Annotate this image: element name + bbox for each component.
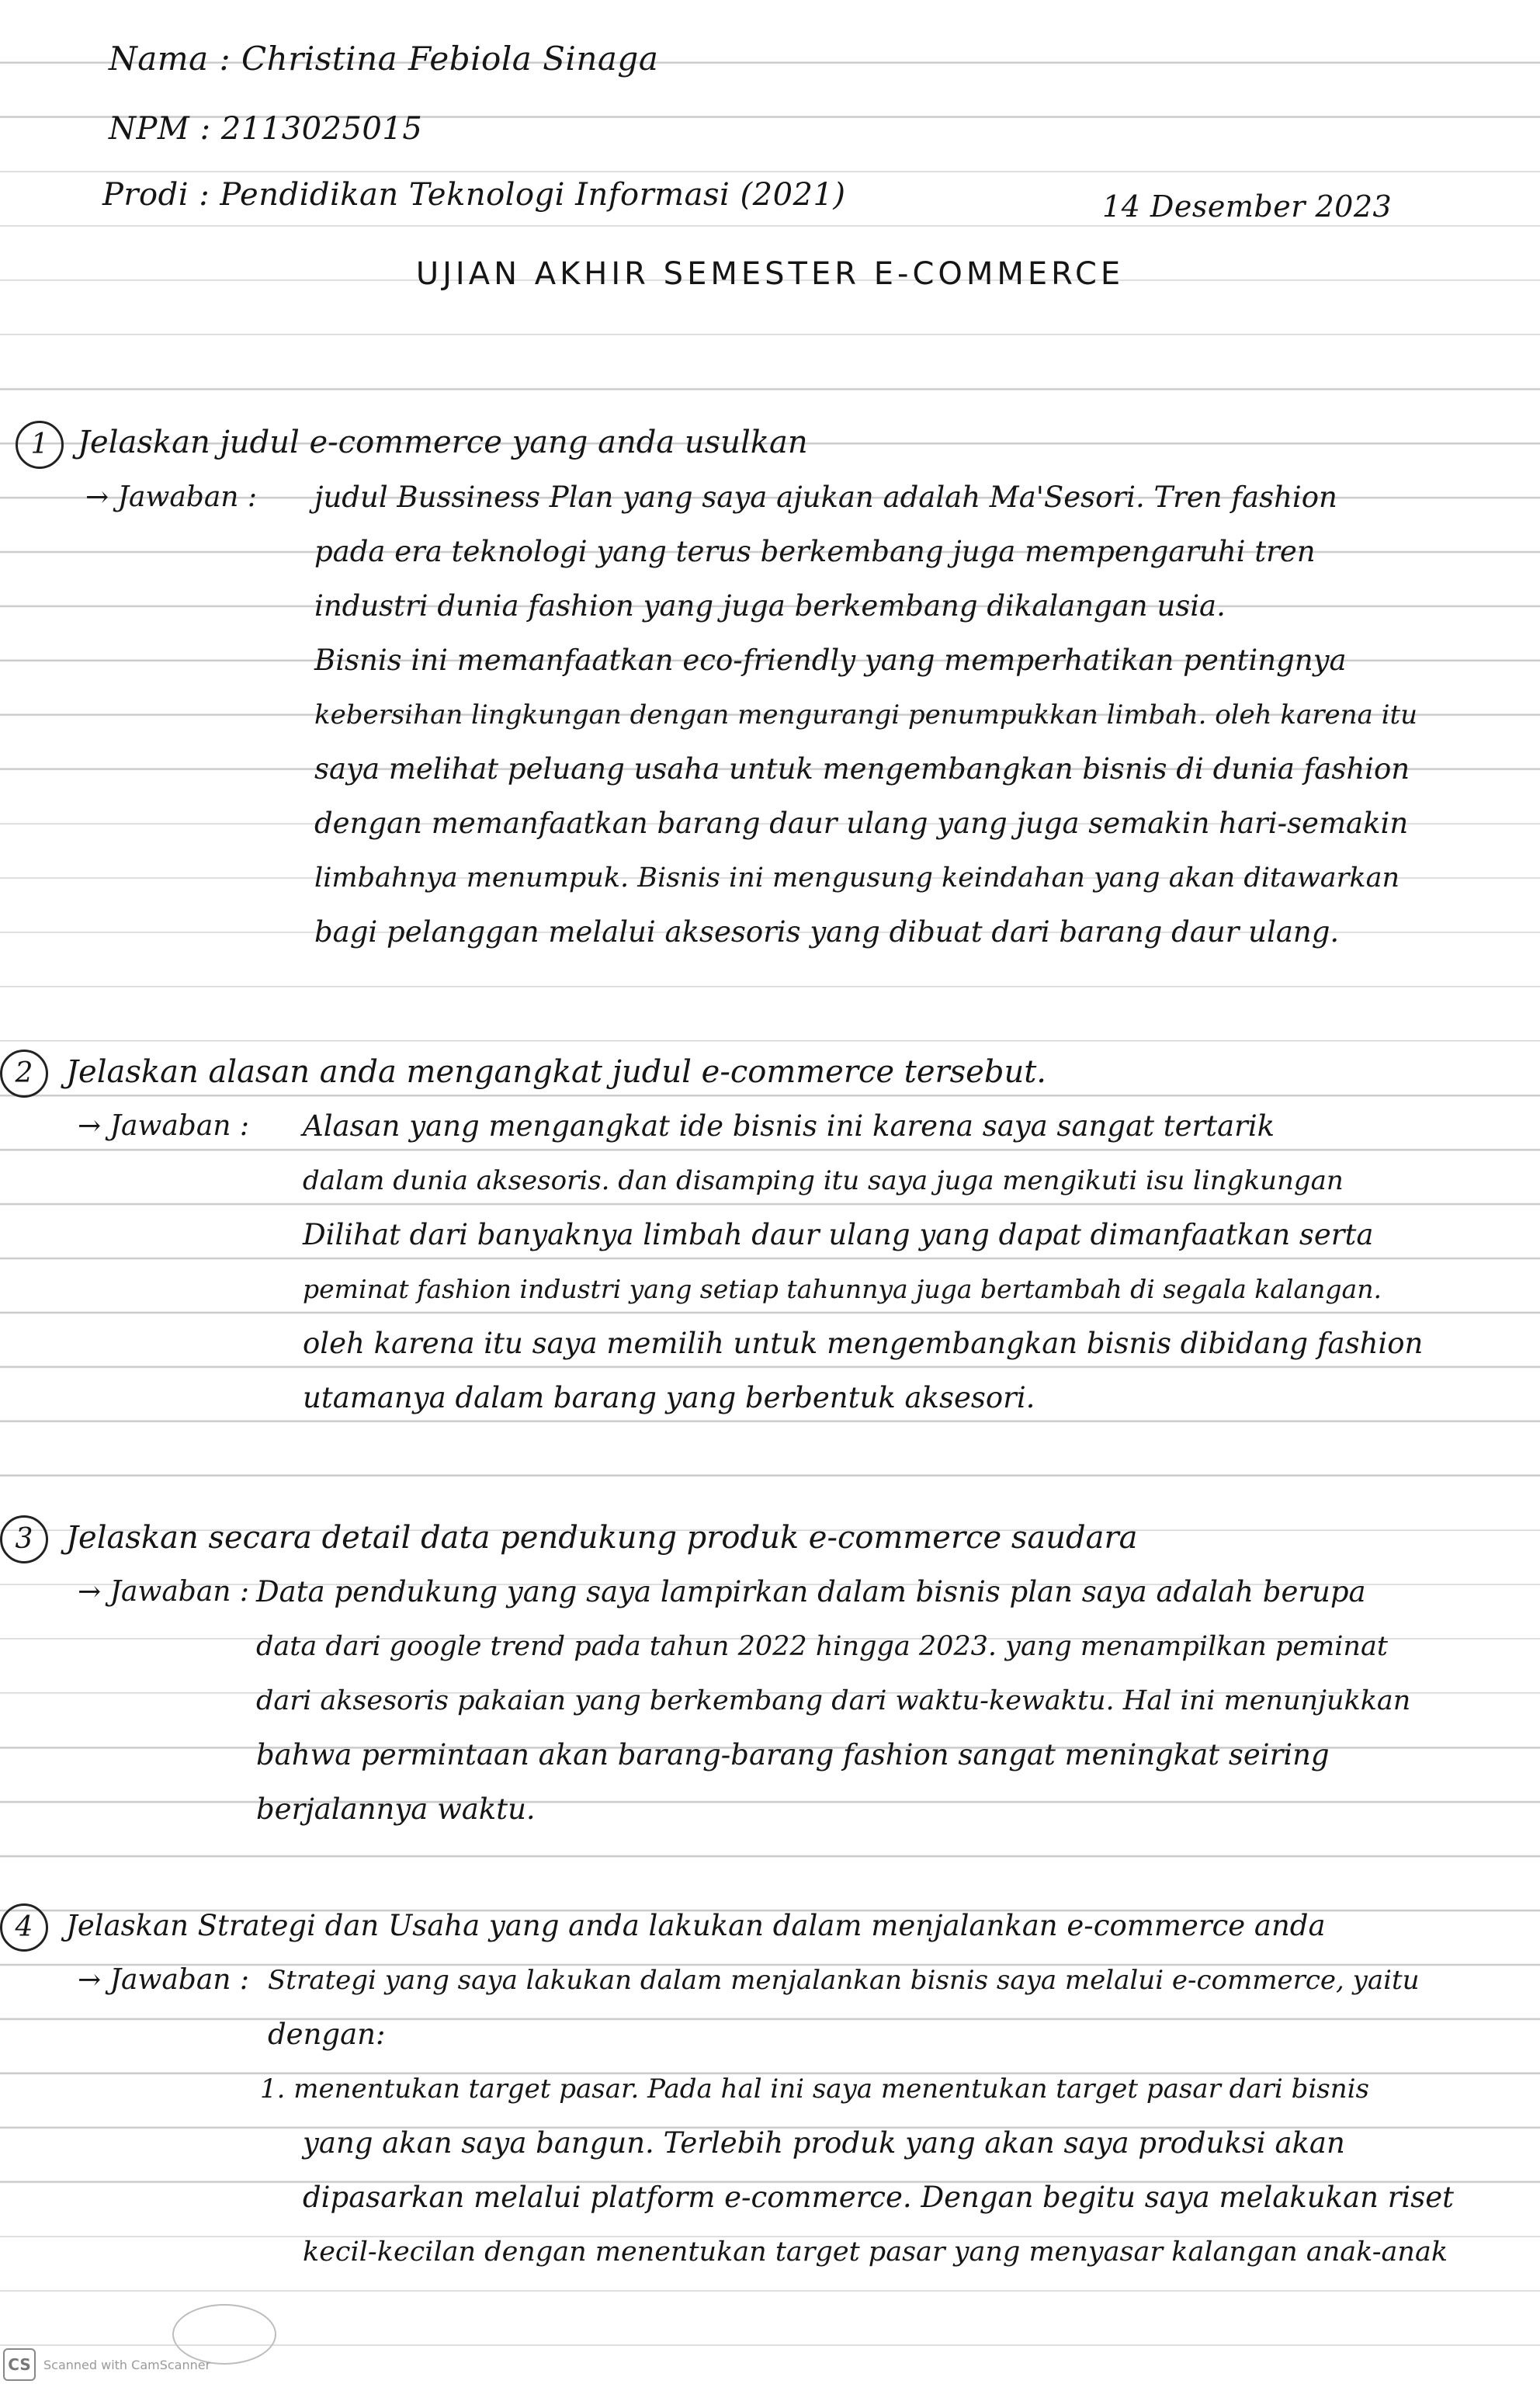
question-2-answer-label: → Jawaban : xyxy=(78,1110,250,1142)
camscanner-watermark xyxy=(3,2348,210,2381)
answer-3-line-3: dari aksesoris pakaian yang berkembang dari waktu-kewaktu. Hal ini menunjukkan xyxy=(256,1685,1411,1716)
answer-1-line-2: pada era teknologi yang terus berkembang juga mempengaruhi tren xyxy=(314,535,1316,568)
answer-4-line-3: 1. menentukan target pasar. Pada hal ini saya menentukan target pasar dari bisnis xyxy=(260,2073,1369,2105)
question-4-number: 4 xyxy=(0,1903,48,1952)
answer-3-line-4: bahwa permintaan akan barang-barang fashion sangat meningkat seiring xyxy=(256,1738,1330,1772)
answer-1-line-9: bagi pelanggan melalui aksesoris yang dibuat dari barang daur ulang. xyxy=(314,915,1340,949)
answer-4-line-1: Strategi yang saya lakukan dalam menjalankan bisnis saya melalui e-commerce, yaitu xyxy=(268,1965,1420,1996)
question-3-number: 3 xyxy=(0,1515,48,1563)
answer-2-line-2: dalam dunia aksesoris. dan disamping itu saya juga mengikuti isu lingkungan xyxy=(303,1165,1344,1196)
question-3-answer-label: → Jawaban : xyxy=(78,1576,250,1608)
answer-1-line-1: judul Bussiness Plan yang saya ajukan adalah Ma'Sesori. Tren fashion xyxy=(314,481,1337,514)
camscanner-text: Scanned with CamScanner xyxy=(43,2357,211,2372)
exam-title: UJIAN AKHIR SEMESTER E-COMMERCE xyxy=(415,256,1125,292)
answer-1-line-3: industri dunia fashion yang juga berkembang dikalangan usia. xyxy=(314,589,1226,623)
question-3-text: Jelaskan secara detail data pendukung produk e-commerce saudara xyxy=(66,1520,1138,1556)
question-1-number: 1 xyxy=(16,421,64,469)
question-1-text: Jelaskan judul e-commerce yang anda usulkan xyxy=(78,425,808,460)
question-1-answer-label: → Jawaban : xyxy=(85,481,258,513)
answer-3-line-5: berjalannya waktu. xyxy=(256,1792,536,1826)
answer-4-line-4: yang akan saya bangun. Terlebih produk yang akan saya produksi akan xyxy=(303,2126,1345,2160)
question-4-text: Jelaskan Strategi dan Usaha yang anda lakukan dalam menjalankan e-commerce anda xyxy=(66,1909,1326,1942)
answer-2-line-1: Alasan yang mengangkat ide bisnis ini karena saya sangat tertarik xyxy=(303,1109,1275,1143)
answer-2-line-6: utamanya dalam barang yang berbentuk aksesori. xyxy=(303,1381,1035,1414)
exam-date: 14 Desember 2023 xyxy=(1102,189,1393,224)
answer-4-line-2: dengan: xyxy=(268,2018,386,2051)
answer-3-line-1: Data pendukung yang saya lampirkan dalam bisnis plan saya adalah berupa xyxy=(256,1575,1366,1608)
question-2-number: 2 xyxy=(0,1050,48,1098)
answer-2-line-4: peminat fashion industri yang setiap tahunnya juga bertambah di segala kalangan. xyxy=(303,1274,1382,1304)
answer-2-line-3: Dilihat dari banyaknya limbah daur ulang yang dapat dimanfaatkan serta xyxy=(303,1218,1374,1251)
answer-4-line-5: dipasarkan melalui platform e-commerce. Dengan begitu saya melakukan riset xyxy=(303,2181,1454,2214)
question-2-text: Jelaskan alasan anda mengangkat judul e-commerce tersebut. xyxy=(66,1054,1046,1090)
study-program: Prodi : Pendidikan Teknologi Informasi (2021) xyxy=(102,177,846,213)
answer-1-line-8: limbahnya menumpuk. Bisnis ini mengusung keindahan yang akan ditawarkan xyxy=(314,862,1400,894)
answer-1-line-7: dengan memanfaatkan barang daur ulang yang juga semakin hari-semakin xyxy=(314,807,1409,840)
student-npm: NPM : 2113025015 xyxy=(109,111,423,147)
answer-1-line-6: saya melihat peluang usaha untuk mengembangkan bisnis di dunia fashion xyxy=(314,752,1410,786)
student-name: Nama : Christina Febiola Sinaga xyxy=(109,40,659,78)
question-4-answer-label: → Jawaban : xyxy=(78,1964,250,1996)
answer-1-line-4: Bisnis ini memanfaatkan eco-friendly yang memperhatikan pentingnya xyxy=(314,644,1347,677)
answer-2-line-5: oleh karena itu saya memilih untuk mengembangkan bisnis dibidang fashion xyxy=(303,1327,1424,1360)
camscanner-logo-icon: CS xyxy=(3,2348,36,2381)
answer-1-line-5: kebersihan lingkungan dengan mengurangi penumpukkan limbah. oleh karena itu xyxy=(314,699,1418,730)
answer-3-line-2: data dari google trend pada tahun 2022 hingga 2023. yang menampilkan peminat xyxy=(256,1631,1388,1662)
answer-4-line-6: kecil-kecilan dengan menentukan target pasar yang menyasar kalangan anak-anak xyxy=(303,2237,1448,2268)
